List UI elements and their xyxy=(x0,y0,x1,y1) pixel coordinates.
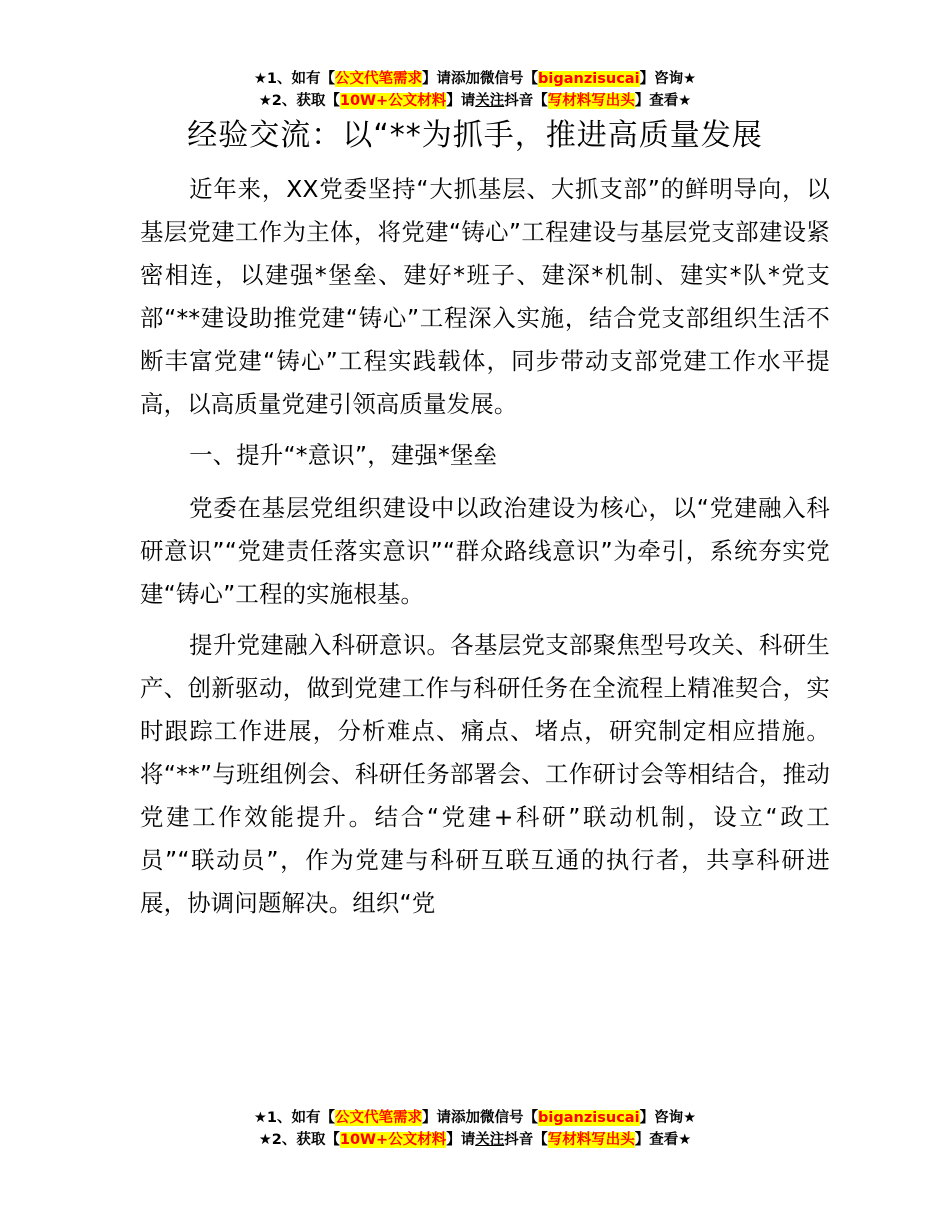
ad-highlight-materials: 10W+公文材料 xyxy=(339,1132,447,1148)
header-ad-block xyxy=(0,68,950,112)
document-body xyxy=(140,168,830,933)
ad-text: 】咨询★ xyxy=(639,1110,697,1126)
ad-text: ★1、如有【 xyxy=(253,1110,336,1126)
ad-text: 】查看★ xyxy=(634,93,692,109)
ad-text: 】请 xyxy=(446,93,476,109)
paragraph-intro: 近年来，XX党委坚持“大抓基层、大抓支部”的鲜明导向，以基层党建工作为主体，将党建“铸心”工程建设与基层党支部建设紧密相连，以建强*堡垒、建好*班子、建深*机制、建实*队*党支部“**建设助推党建“铸心”工程深入实施，结合党支部组织生活不断丰富党建“铸心”工程实践载体，同步带动支部党建工作水平提高，以高质量党建引领高质量发展。 xyxy=(140,175,830,418)
ad-underlined-text: 关注 xyxy=(475,1132,505,1148)
ad-highlight-service: 公文代笔需求 xyxy=(335,71,423,87)
ad-text: 抖音【 xyxy=(504,93,548,109)
ad-text: 】查看★ xyxy=(634,1132,692,1148)
ad-text: ★2、获取【 xyxy=(258,93,340,109)
ad-text: ★1、如有【 xyxy=(253,71,336,87)
ad-highlight-service: 公文代笔需求 xyxy=(335,1110,423,1126)
ad-text: 】请 xyxy=(446,1132,476,1148)
ad-highlight-account: 写材料写出头 xyxy=(547,93,635,109)
ad-highlight-wechat-id: biganzisucai xyxy=(538,1110,640,1126)
document-title: 经验交流：以“**为抓手，推进高质量发展 xyxy=(187,118,763,153)
section-heading: 一、提升“*意识”，建强*堡垒 xyxy=(189,441,498,469)
ad-line-1 xyxy=(0,1107,950,1129)
paragraph: 党委在基层党组织建设中以政治建设为核心，以“党建融入科研意识”“党建责任落实意识”“群众路线意识”为牵引，系统夯实党建“铸心”工程的实施根基。 xyxy=(140,494,830,608)
ad-text: ★2、获取【 xyxy=(258,1132,340,1148)
ad-highlight-wechat-id: biganzisucai xyxy=(538,71,640,87)
paragraph: 提升党建融入科研意识。各基层党支部聚焦型号攻关、科研生产、创新驱动，做到党建工作与科研任务在全流程上精准契合，实时跟踪工作进展，分析难点、痛点、堵点，研究制定相应措施。将“**”与班组例会、科研任务部署会、工作研讨会等相结合，推动党建工作效能提升。结合“党建+科研”联动机制，设立“政工员”“联动员”，作为党建与科研互联互通的执行者，共享科研进展，协调问题解决。组织“党 xyxy=(140,631,830,917)
ad-line-1 xyxy=(0,68,950,90)
ad-line-2 xyxy=(0,90,950,112)
ad-underlined-text: 关注 xyxy=(475,93,505,109)
ad-highlight-account: 写材料写出头 xyxy=(547,1132,635,1148)
ad-text: 抖音【 xyxy=(504,1132,548,1148)
ad-line-2 xyxy=(0,1129,950,1151)
ad-highlight-materials: 10W+公文材料 xyxy=(339,93,447,109)
ad-text: 】咨询★ xyxy=(639,71,697,87)
ad-text: 】请添加微信号【 xyxy=(422,1110,539,1126)
footer-ad-block xyxy=(0,1107,950,1151)
ad-text: 】请添加微信号【 xyxy=(422,71,539,87)
